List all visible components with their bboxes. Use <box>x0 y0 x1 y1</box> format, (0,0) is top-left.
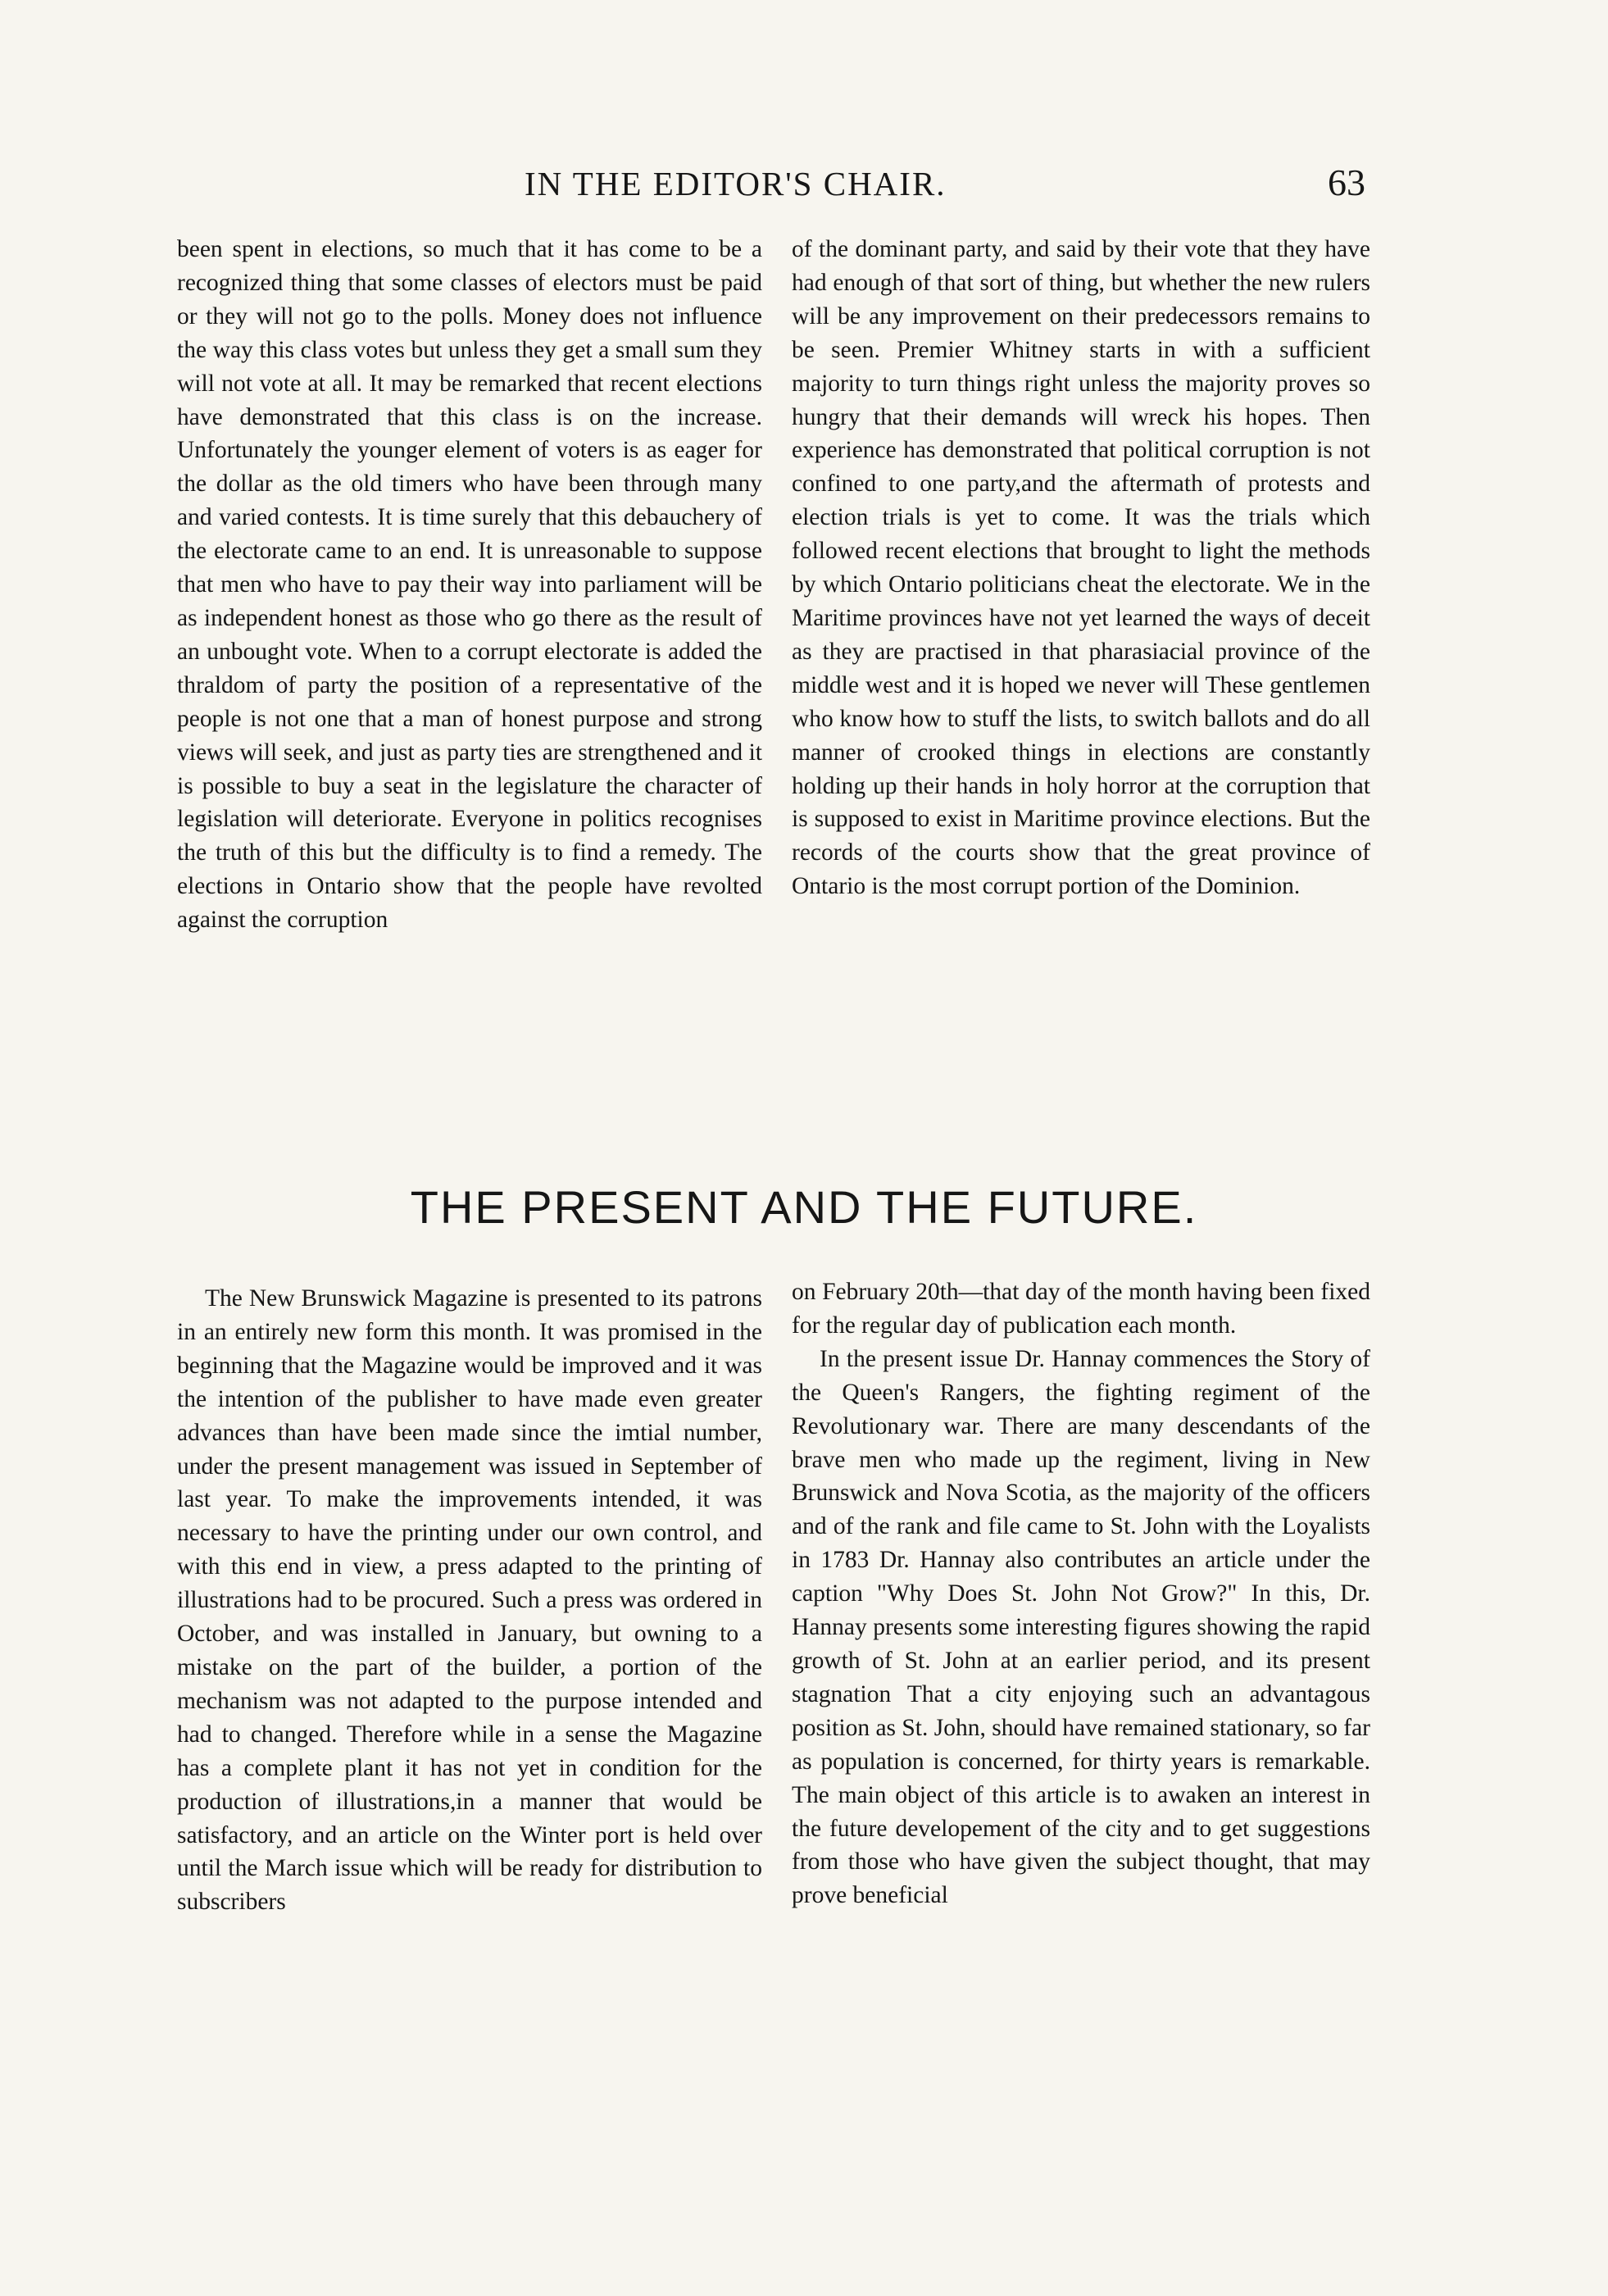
running-head: IN THE EDITOR'S CHAIR. <box>525 165 947 202</box>
editorial-right-text: of the dominant party, and said by their vote that they have had enough of that sort of thing, but whether the new rulers will be any improvement on their predecessors remains to be seen. Premier Whitney starts in with a sufficient majority to turn things right unless the majority proves so hungry that their demands will wreck his hopes. Then experience has demonstrated that political corruption is not confined to one party,and the aftermath of protests and election trials is yet to come. It was the trials which followed recent elections that brought to light the methods by which Ontario politicians cheat the electorate. We in the Maritime provinces have not yet learned the ways of deceit as they are practised in that pharasiacial province of the middle west and it is hoped we never will These gentlemen who know how to stuff the lists, to switch ballots and do all manner of crooked things in elections are constantly holding up their hands in holy horror at the corruption that is supposed to exist in Maritime province elections. But the records of the courts show that the great province of Ontario is the most corrupt portion of the Dominion. <box>792 236 1370 900</box>
editorial-left-column <box>177 233 762 937</box>
article-left-column <box>177 1282 762 1919</box>
article-right-paragraph-1: on February 20th—that day of the month having been fixed for the regular day of publication each month. <box>792 1279 1370 1339</box>
article-right-column <box>792 1275 1370 1912</box>
article-right-paragraph-2: In the present issue Dr. Hannay commences the Story of the Queen's Rangers, the fighting regiment of the Revolutionary war. There are many descendants of the brave men who made up the regiment, living in New Brunswick and Nova Scotia, as the majority of the officers and of the rank and file came to St. John with the Loyalists in 1783 Dr. Hannay also contributes an article under the caption "Why Does St. John Not Grow?" In this, Dr. Hannay presents some interesting figures showing the rapid growth of St. John at an earlier period, and its present stagnation That a city enjoying such an advantagous position as St. John, should have remained stationary, so far as population is concerned, for thirty years is remarkable. The main object of this article is to awaken an interest in the future developement of the city and to get suggestions from those who have given the subject thought, that may prove beneficial <box>792 1345 1370 1909</box>
editorial-left-text: been spent in elections, so much that it has come to be a recognized thing that some classes of electors must be paid or they will not go to the polls. Money does not influence the way this class votes but unless they get a small sum they will not vote at all. It may be remarked that recent elections have demonstrated that this class is on the increase. Unfortunately the younger element of voters is as eager for the dollar as the old timers who have been through many and varied contests. It is time surely that this debauchery of the electorate came to an end. It is unreasonable to suppose that men who have to pay their way into parliament will be as independent honest as those who go there as the result of an unbought vote. When to a corrupt electorate is added the thraldom of party the position of a representative of the people is not one that a man of honest purpose and strong views will seek, and just as party ties are strengthened and it is possible to buy a seat in the legislature the character of legislation will deteriorate. Everyone in politics recognises the truth of this but the difficulty is to find a remedy. The elections in Ontario show that the people have revolted against the corruption <box>177 236 762 934</box>
section-title: THE PRESENT AND THE FUTURE. <box>410 1181 1198 1233</box>
page-number: 63 <box>1328 161 1365 203</box>
article-left-text: The New Brunswick Magazine is presented to its patrons in an entirely new form this month. It was promised in the beginning that the Magazine would be improved and it was the intention of the publisher to have made even greater advances than have been made since the imtial number, under the present management was issued in September of last year. To make the improvements intended, it was necessary to have the printing under our own control, and with this end in view, a press adapted to the printing of illustrations had to be procured. Such a press was ordered in October, and was installed in January, but owning to a mistake on the part of the builder, a portion of the mechanism was not adapted to the purpose intended and had to changed. Therefore while in a sense the Magazine has a complete plant it has not yet in condition for the production of illustrations,in a manner that would be satisfactory, and an article on the Winter port is held over until the March issue which will be ready for distribution to subscribers <box>177 1285 762 1916</box>
editorial-right-column <box>792 233 1370 903</box>
